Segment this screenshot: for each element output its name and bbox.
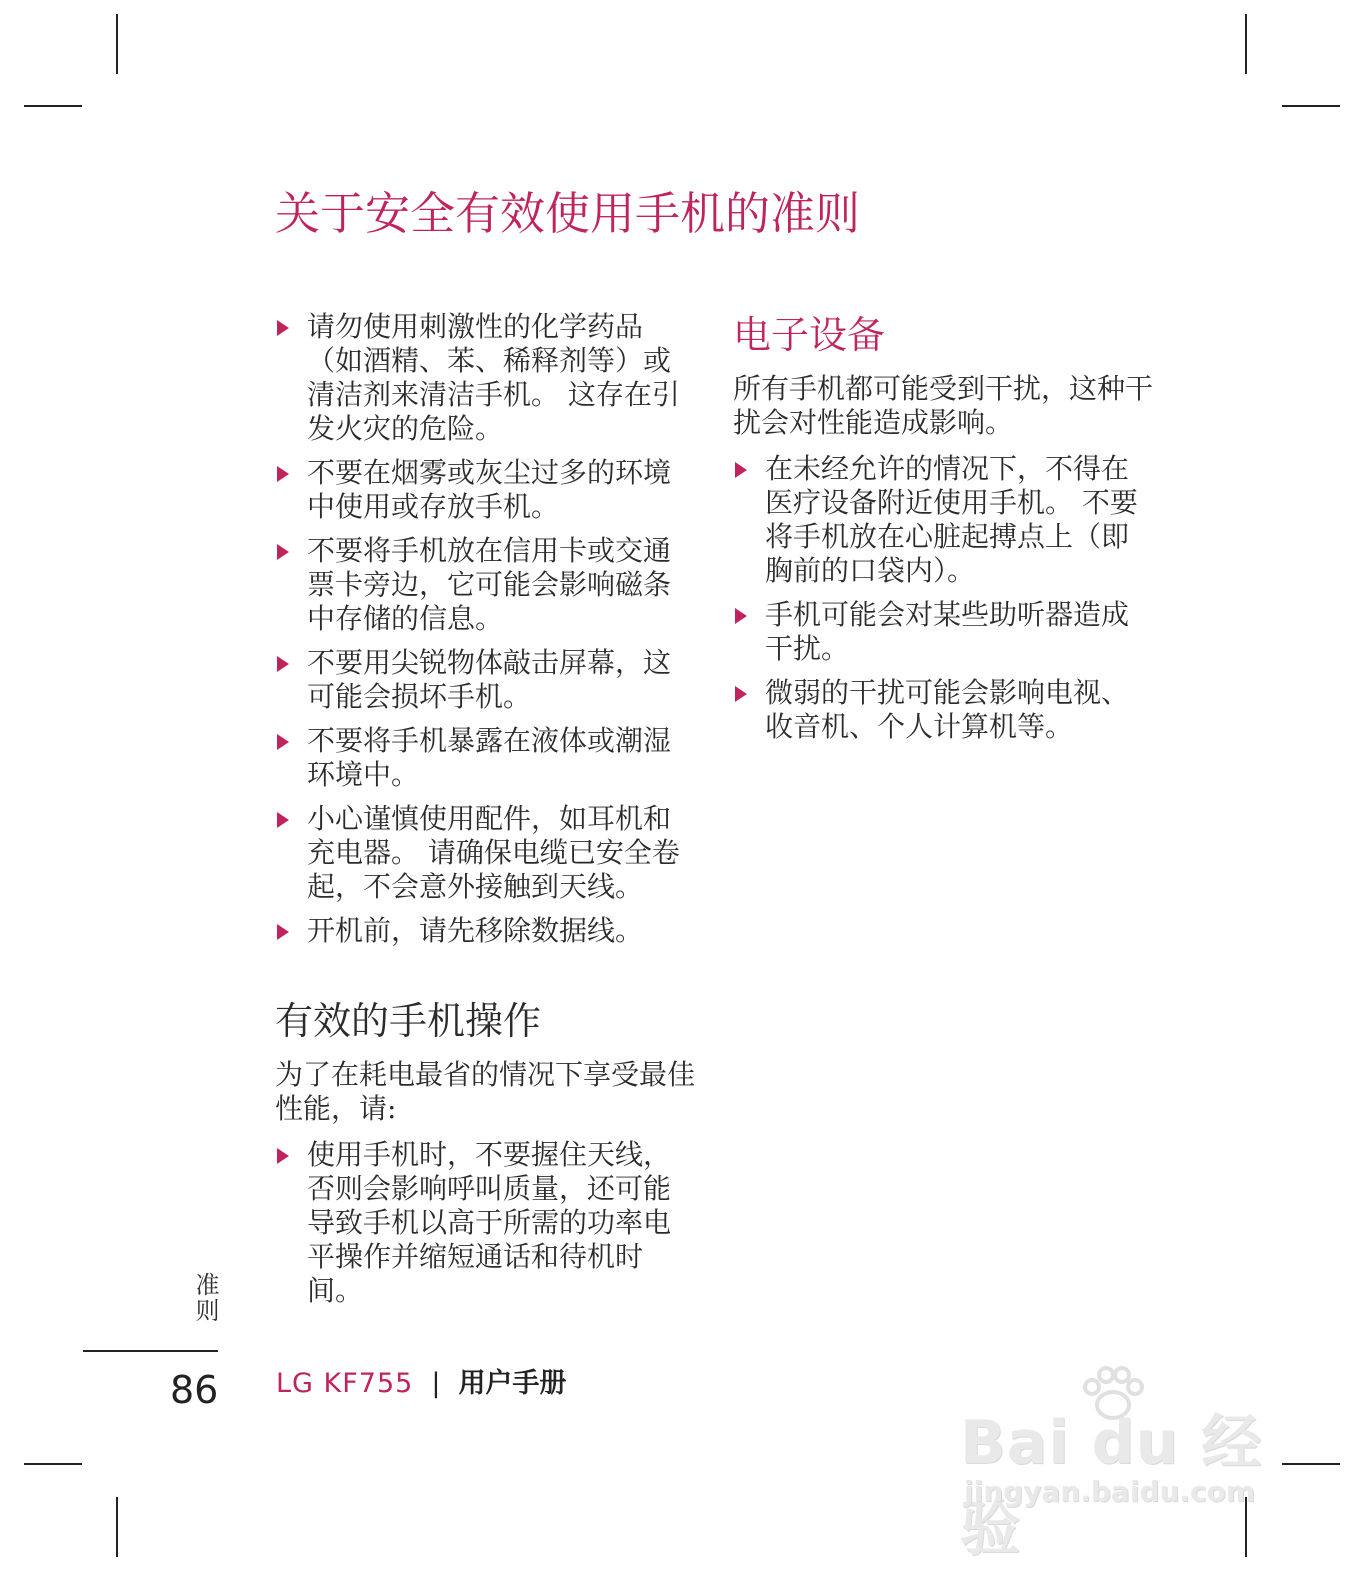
watermark-logo-text: Bai du 经验 xyxy=(960,1408,1263,1564)
crop-mark-bottom-right-horizontal xyxy=(1282,1463,1340,1465)
page-number: 86 xyxy=(170,1368,219,1412)
list-item xyxy=(275,914,695,948)
list-item xyxy=(733,598,1153,666)
section-heading: 有效的手机操作 xyxy=(275,999,542,1043)
section-intro: 为了在耗电最省的情况下享受最佳性能，请: xyxy=(275,1058,696,1125)
footer xyxy=(276,1366,566,1402)
safety-bullet-list xyxy=(275,310,695,948)
footer-doc-title: 用户手册 xyxy=(458,1368,567,1399)
electronics-bullet-list xyxy=(733,452,1153,744)
list-item-text: 不要将手机放在信用卡或交通票卡旁边，它可能会影响磁条中存储的信息。 xyxy=(307,534,672,635)
list-item-text: 在未经允许的情况下，不得在医疗设备附近使用手机。 不要将手机放在心脏起搏点上（即胸前的口袋内）。 xyxy=(765,452,1138,587)
left-column xyxy=(275,310,695,1318)
bullet-arrow-icon xyxy=(277,544,289,560)
list-item xyxy=(275,802,695,904)
list-item-text: 不要用尖锐物体敲击屏幕，这可能会损坏手机。 xyxy=(307,646,672,713)
footer-divider xyxy=(83,1350,218,1352)
list-item-text: 不要将手机暴露在液体或潮湿环境中。 xyxy=(307,724,672,791)
list-item-text: 请勿使用刺激性的化学药品（如酒精、苯、稀释剂等）或清洁剂来清洁手机。 这存在引发火灾的危险。 xyxy=(307,310,680,445)
list-item-text: 使用手机时，不要握住天线，否则会影响呼叫质量，还可能导致手机以高于所需的功率电平操作并缩短通话和待机时间。 xyxy=(307,1138,672,1307)
list-item xyxy=(733,452,1153,588)
page-title: 关于安全有效使用手机的准则 xyxy=(275,187,861,240)
crop-mark-bottom-left-vertical xyxy=(116,1497,118,1557)
list-item xyxy=(275,456,695,524)
watermark-url: jingyan.baidu.com xyxy=(964,1475,1256,1508)
efficient-operation-section xyxy=(275,998,695,1308)
right-column xyxy=(733,312,1153,754)
list-item-text: 开机前，请先移除数据线。 xyxy=(307,914,644,947)
bullet-arrow-icon xyxy=(277,320,289,336)
list-item-text: 不要在烟雾或灰尘过多的环境中使用或存放手机。 xyxy=(307,456,672,523)
list-item xyxy=(733,676,1153,744)
crop-mark-top-right-vertical xyxy=(1245,14,1247,74)
footer-brand: LG KF755 xyxy=(276,1368,414,1399)
bullet-arrow-icon xyxy=(277,466,289,482)
crop-mark-top-left-vertical xyxy=(116,14,118,74)
crop-mark-bottom-left-horizontal xyxy=(24,1463,82,1465)
section-heading: 电子设备 xyxy=(733,313,886,357)
bullet-arrow-icon xyxy=(735,686,747,702)
operation-bullet-list xyxy=(275,1138,695,1308)
crop-mark-top-left-horizontal xyxy=(24,105,82,107)
footer-separator: | xyxy=(431,1368,441,1399)
list-item-text: 手机可能会对某些助听器造成干扰。 xyxy=(765,598,1130,665)
list-item xyxy=(275,310,695,446)
side-chapter-label: 准则 xyxy=(191,1272,219,1324)
bullet-arrow-icon xyxy=(277,812,289,828)
list-item xyxy=(275,724,695,792)
list-item-text: 微弱的干扰可能会影响电视、收音机、个人计算机等。 xyxy=(765,676,1130,743)
bullet-arrow-icon xyxy=(277,734,289,750)
bullet-arrow-icon xyxy=(735,462,747,478)
section-intro: 所有手机都可能受到干扰，这种干扰会对性能造成影响。 xyxy=(733,372,1154,439)
crop-mark-top-right-horizontal xyxy=(1282,105,1340,107)
list-item-text: 小心谨慎使用配件，如耳机和充电器。 请确保电缆已安全卷起，不会意外接触到天线。 xyxy=(307,802,680,903)
list-item xyxy=(275,646,695,714)
bullet-arrow-icon xyxy=(277,656,289,672)
baidu-watermark xyxy=(960,1365,1280,1564)
list-item xyxy=(275,1138,695,1308)
list-item xyxy=(275,534,695,636)
bullet-arrow-icon xyxy=(277,924,289,940)
bullet-arrow-icon xyxy=(277,1148,289,1164)
bullet-arrow-icon xyxy=(735,608,747,624)
